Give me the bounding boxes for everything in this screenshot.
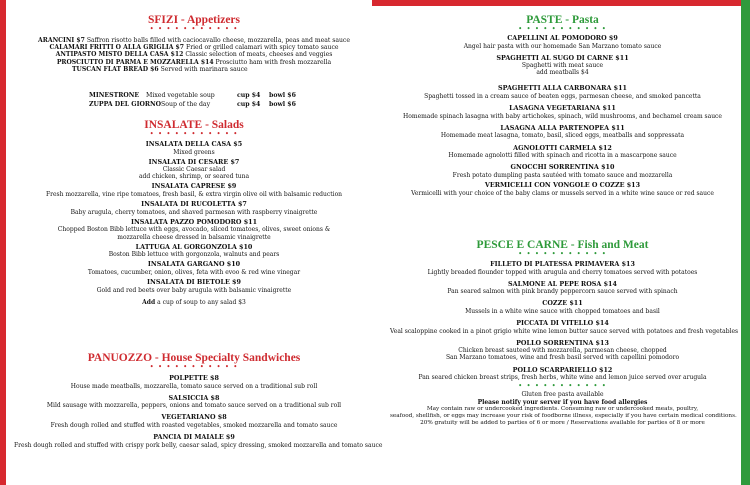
appetizer-item: ARANCINI $7 Saffron risotto balls filled with caciocavallo cheese, mozzarella, peas and meat sauce xyxy=(38,37,350,44)
salad-item: LATTUGA AL GORGONZOLA $10 Boston Bibb lettuce with gorgonzola, walnuts and pears xyxy=(108,242,280,259)
warning-line-1: May contain raw or undercooked ingredients. Consuming raw or undercooked meats, poultry, xyxy=(426,406,699,413)
appetizer-list xyxy=(14,37,374,73)
fishmeat-item: SALMONE AL PEPE ROSA $14 Pan seared salmon with pink brandy peppercorn sauce served with spinach xyxy=(447,279,678,296)
fishmeat-item: FILLETO DI PLATESSA PRIMAVERA $13 Lightly breaded flounder topped with arugula and cherry tomatoes served with potatoes xyxy=(427,260,698,276)
pasta-item: VERMICELLI CON VONGOLE O COZZE $13 Vermicelli with your choice of the baby clams or mussels served in a white wine sauce or red sauce xyxy=(411,180,714,197)
sandwiches-section xyxy=(14,352,374,372)
pasta-item: SPAGHETTI AL SUGO DI CARNE $11 Spaghetti with meat sauce add meatballs $4 xyxy=(496,53,629,77)
footer-dots: • • • • • • • • • • • xyxy=(518,382,607,391)
appetizers-section xyxy=(14,14,374,34)
salad-item: INSALATA CAPRESE $9 Fresh mozzarella, vine ripe tomatoes, fresh basil, & extra virgin olive oil with balsamic reduction xyxy=(45,182,343,199)
fishmeat-list xyxy=(390,260,739,427)
soup-row: MINESTRONE Mixed vegetable soup cup $4 bowl $6 xyxy=(89,92,296,99)
allergy-note: Please notify your server if you have food allergies xyxy=(477,399,648,407)
appetizer-item: CALAMARI FRITTI O ALLA GRIGLIA $7 Fried or grilled calamari with spicy tomato sauce xyxy=(49,44,339,52)
soup-list xyxy=(89,92,319,110)
sandwiches-dots: • • • • • • • • • • • xyxy=(149,363,239,371)
pasta-item: LASAGNA ALLA PARTENOPEA $11 Homemade meat lasagna, tomato, basil, sliced eggs, meatballs and soppressata xyxy=(440,123,685,140)
gratuity-note: 20% gratuity will be added to parties of 6 or more / Reservations available for parties of 8 or more xyxy=(420,420,705,426)
pasta-item: GNOCCHI SORRENTINA $10 Fresh potato dumpling pasta sautéed with tomato sauce and mozzarella xyxy=(452,163,673,179)
sandwich-list xyxy=(14,374,383,449)
salad-item: INSALATA GARGANO $10 Tomatoes, cucumber, onion, olives, feta with evoo & red wine vinegar xyxy=(87,260,301,276)
warning-line-2: seafood, shellfish, or eggs may increase your risk of foodborne illness, especially if you have certain medical conditions. xyxy=(390,413,737,420)
gluten-free-note: Gluten free pasta available xyxy=(521,391,604,399)
left-red-stripe xyxy=(0,0,6,485)
salad-item: INSALATA DI RUCOLETTA $7 Baby arugula, cherry tomatoes, and shaved parmesan with raspberry vinaigrette xyxy=(70,200,318,216)
salad-list xyxy=(14,141,374,306)
sandwich-item: POLPETTE $8 House made meatballs, mozzarella, tomato sauce served on a traditional sub roll xyxy=(70,374,318,390)
sandwich-item: PANCIA DI MAIALE $9 Fresh dough rolled and stuffed with crispy pork belly, caesar salad, spicy dressing, smoked mozzarella and tomato sauce xyxy=(14,433,383,449)
fishmeat-dots: • • • • • • • • • • • xyxy=(518,250,607,258)
pasta-title: PASTE - Pasta xyxy=(526,14,599,26)
fishmeat-item: PICCATA DI VITELLO $14 Veal scaloppine cooked in a pinot grigio white wine lemon butter sauce served with potatoes and fresh vegetables xyxy=(390,319,739,335)
pasta-dots: • • • • • • • • • • • xyxy=(518,25,607,33)
appetizer-item: TUSCAN FLAT BREAD $6 Served with marinara sauce xyxy=(72,65,248,73)
pasta-section xyxy=(390,14,735,34)
appetizers-dots: • • • • • • • • • • • xyxy=(149,25,239,33)
pasta-item: SPAGHETTI ALLA CARBONARA $11 Spaghetti tossed in a cream sauce of beaten eggs, parmesan cheese, and smoked pancetta xyxy=(424,84,701,101)
soup-row: ZUPPA DEL GIORNO Soup of the day cup $4 bowl $6 xyxy=(89,101,296,108)
fishmeat-title: PESCE E CARNE - Fish and Meat xyxy=(476,239,649,251)
appetizers-title: SFIZI - Appetizers xyxy=(148,14,240,26)
sandwiches-title: PANUOZZO - House Specialty Sandwiches xyxy=(87,352,301,364)
salad-item: INSALATA DI BIETOLE $9 Gold and red beets over baby arugula with balsamic vinaigrette xyxy=(96,278,292,294)
salads-title: INSALATE - Salads xyxy=(144,119,244,131)
salad-soup-note: Add a cup of soup to any salad $3 xyxy=(142,298,246,306)
salad-item: INSALATA PAZZO POMODORO $11 Chopped Boston Bibb lettuce with eggs, avocado, sliced tomatoes, olives, sweet onions & mozzarella cheese dressed in balsamic vinaigrette xyxy=(57,217,331,241)
sandwich-item: SALSICCIA $8 Mild sausage with mozzarella, peppers, onions and tomato sauce served on a traditional sub roll xyxy=(46,393,342,410)
pasta-item: CAPELLINI AL POMODORO $9 Angel hair pasta with our homemade San Marzano tomato sauce xyxy=(463,34,662,50)
pasta-list xyxy=(390,35,735,197)
salads-dots: • • • • • • • • • • • xyxy=(149,130,239,138)
top-red-stripe xyxy=(372,0,750,6)
pasta-item: AGNOLOTTI CARMELA $12 Homemade agnolotti filled with spinach and ricotta in a mascarpone sauce xyxy=(448,143,677,160)
appetizer-item: PROSCIUTTO DI PARMA E MOZZARELLA $14 Prosciutto ham with fresh mozzarella xyxy=(56,58,332,66)
fishmeat-item: POLLO SCARPARIELLO $12 Pan seared chicken breast strips, fresh herbs, white wine and lemon juice served over arugula xyxy=(418,365,707,382)
appetizer-item: ANTIPASTO MISTO DELLA CASA $12 Classic selection of meats, cheeses and veggies xyxy=(55,51,333,59)
pasta-item: LASAGNA VEGETARIANA $11 Homemade spinach lasagna with baby artichokes, spinach, wild mushrooms, and bechamel cream sauce xyxy=(403,104,722,120)
fishmeat-item: POLLO SORRENTINA $13 Chicken breast sauteed with mozzarella, parmesan cheese, chopped San Marzano tomatoes, wine and fresh basil served with capellini pomodoro xyxy=(445,338,680,362)
sandwich-item: VEGETARIANO $8 Fresh dough rolled and stuffed with roasted vegetables, smoked mozzarella and tomato sauce xyxy=(50,413,338,429)
salads-section xyxy=(14,119,374,139)
right-green-stripe xyxy=(741,0,750,485)
salad-item: INSALATA DELLA CASA $5 Mixed greens xyxy=(145,140,243,156)
fishmeat-item: COZZE $11 Mussels in a white wine sauce with chopped tomatoes and basil xyxy=(465,299,660,315)
fishmeat-section xyxy=(390,239,735,259)
salad-item: INSALATA DI CESARE $7 Classic Caesar salad add chicken, shrimp, or seared tuna xyxy=(138,157,250,181)
